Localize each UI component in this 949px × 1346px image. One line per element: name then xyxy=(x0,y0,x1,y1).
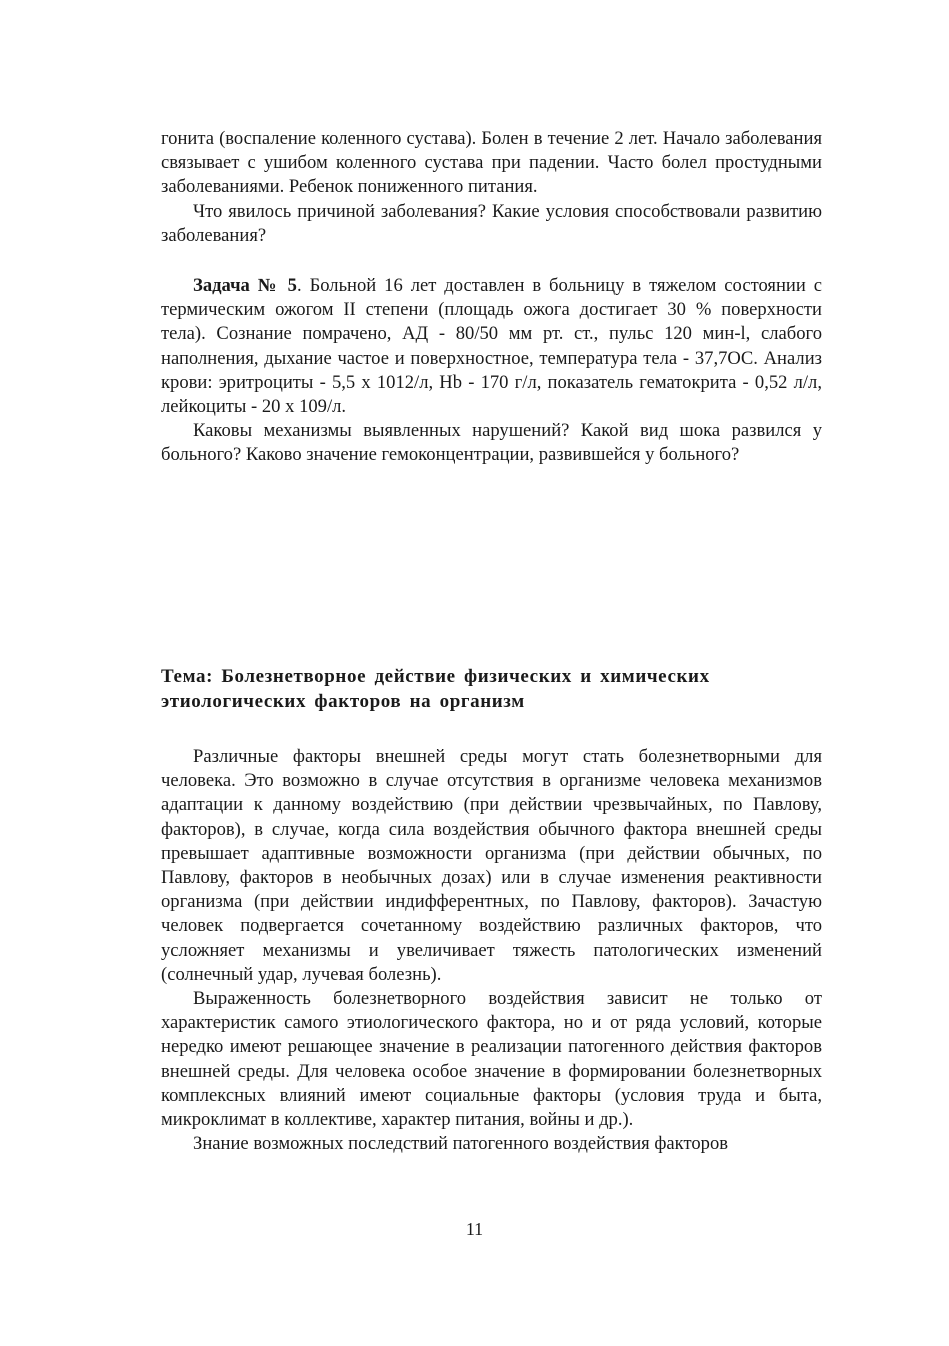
paragraph-task-5-questions: Каковы механизмы выявленных нарушений? Какой вид шока развился у больного? Каково значение гемоконцентрации, развившейся у больного? xyxy=(161,420,822,466)
paragraph-task-5 xyxy=(161,274,822,419)
task-label: Задача № 5 xyxy=(193,275,297,297)
task-text: . Больной 16 лет доставлен в больницу в тяжелом состоянии с термическим ожогом II степени (площадь ожога достигает 30 % поверхности тела). Сознание помрачено, АД - 80/50 мм рт. ст., пульс 120 мин-l, слабого наполнения, дыхание частое и поверхностное, температура тела - 37,7OC. Анализ крови: эритроциты - 5,5 х 1012/л, Hb - 170 г/л, показатель гематокрита - 0,52 л/л, лейкоциты - 20 х 109/л. xyxy=(161,275,822,418)
paragraph-factors: Различные факторы внешней среды могут стать болезнетворными для человека. Это возможно в случае отсутствия в организме человека механизмов адаптации к данному воздействию (при действии чрезвычайных, по Павлову, факторов), в случае, когда сила воздействия обычного фактора внешней среды превышает адаптивные возможности организма (при действии обычных, по Павлову, факторов в необычных дозах) или в случае изменения реактивности организма (при действии индифферентных, по Павлову, факторов). Зачастую человек подвергается сочетанному воздействию различных факторов, что усложняет механизмы и увеличивает тяжесть патологических изменений (солнечный удар, лучевая болезнь). xyxy=(161,746,822,985)
top-text-block xyxy=(161,127,822,468)
page-number: 11 xyxy=(465,1219,484,1239)
topic-body xyxy=(161,745,822,1156)
paragraph-severity: Выраженность болезнетворного воздействия зависит не только от характеристик самого этиологического фактора, но и от ряда условий, которые нередко имеют решающее значение в реализации патогенного действия факторов внешней среды. Для человека особое значение в формировании болезнетворных комплексных влияний имеют социальные факторы (условия труда и быта, микроклимат в коллективе, характер питания, войны и др.). xyxy=(161,988,822,1131)
paragraph-knowledge: Знание возможных последствий патогенного воздействия факторов xyxy=(193,1133,729,1155)
paragraph-case-continuation: гонита (воспаление коленного сустава). Болен в течение 2 лет. Начало заболевания связывает с ушибом коленного сустава при падении. Часто болел простудными заболеваниями. Ребенок пониженного питания. xyxy=(161,128,822,198)
topic-heading: Тема: Болезнетворное действие физических и химических этиологических факторов на организм xyxy=(161,666,710,712)
paragraph-case-questions: Что явилось причиной заболевания? Какие условия способствовали развитию заболевания? xyxy=(161,200,822,246)
